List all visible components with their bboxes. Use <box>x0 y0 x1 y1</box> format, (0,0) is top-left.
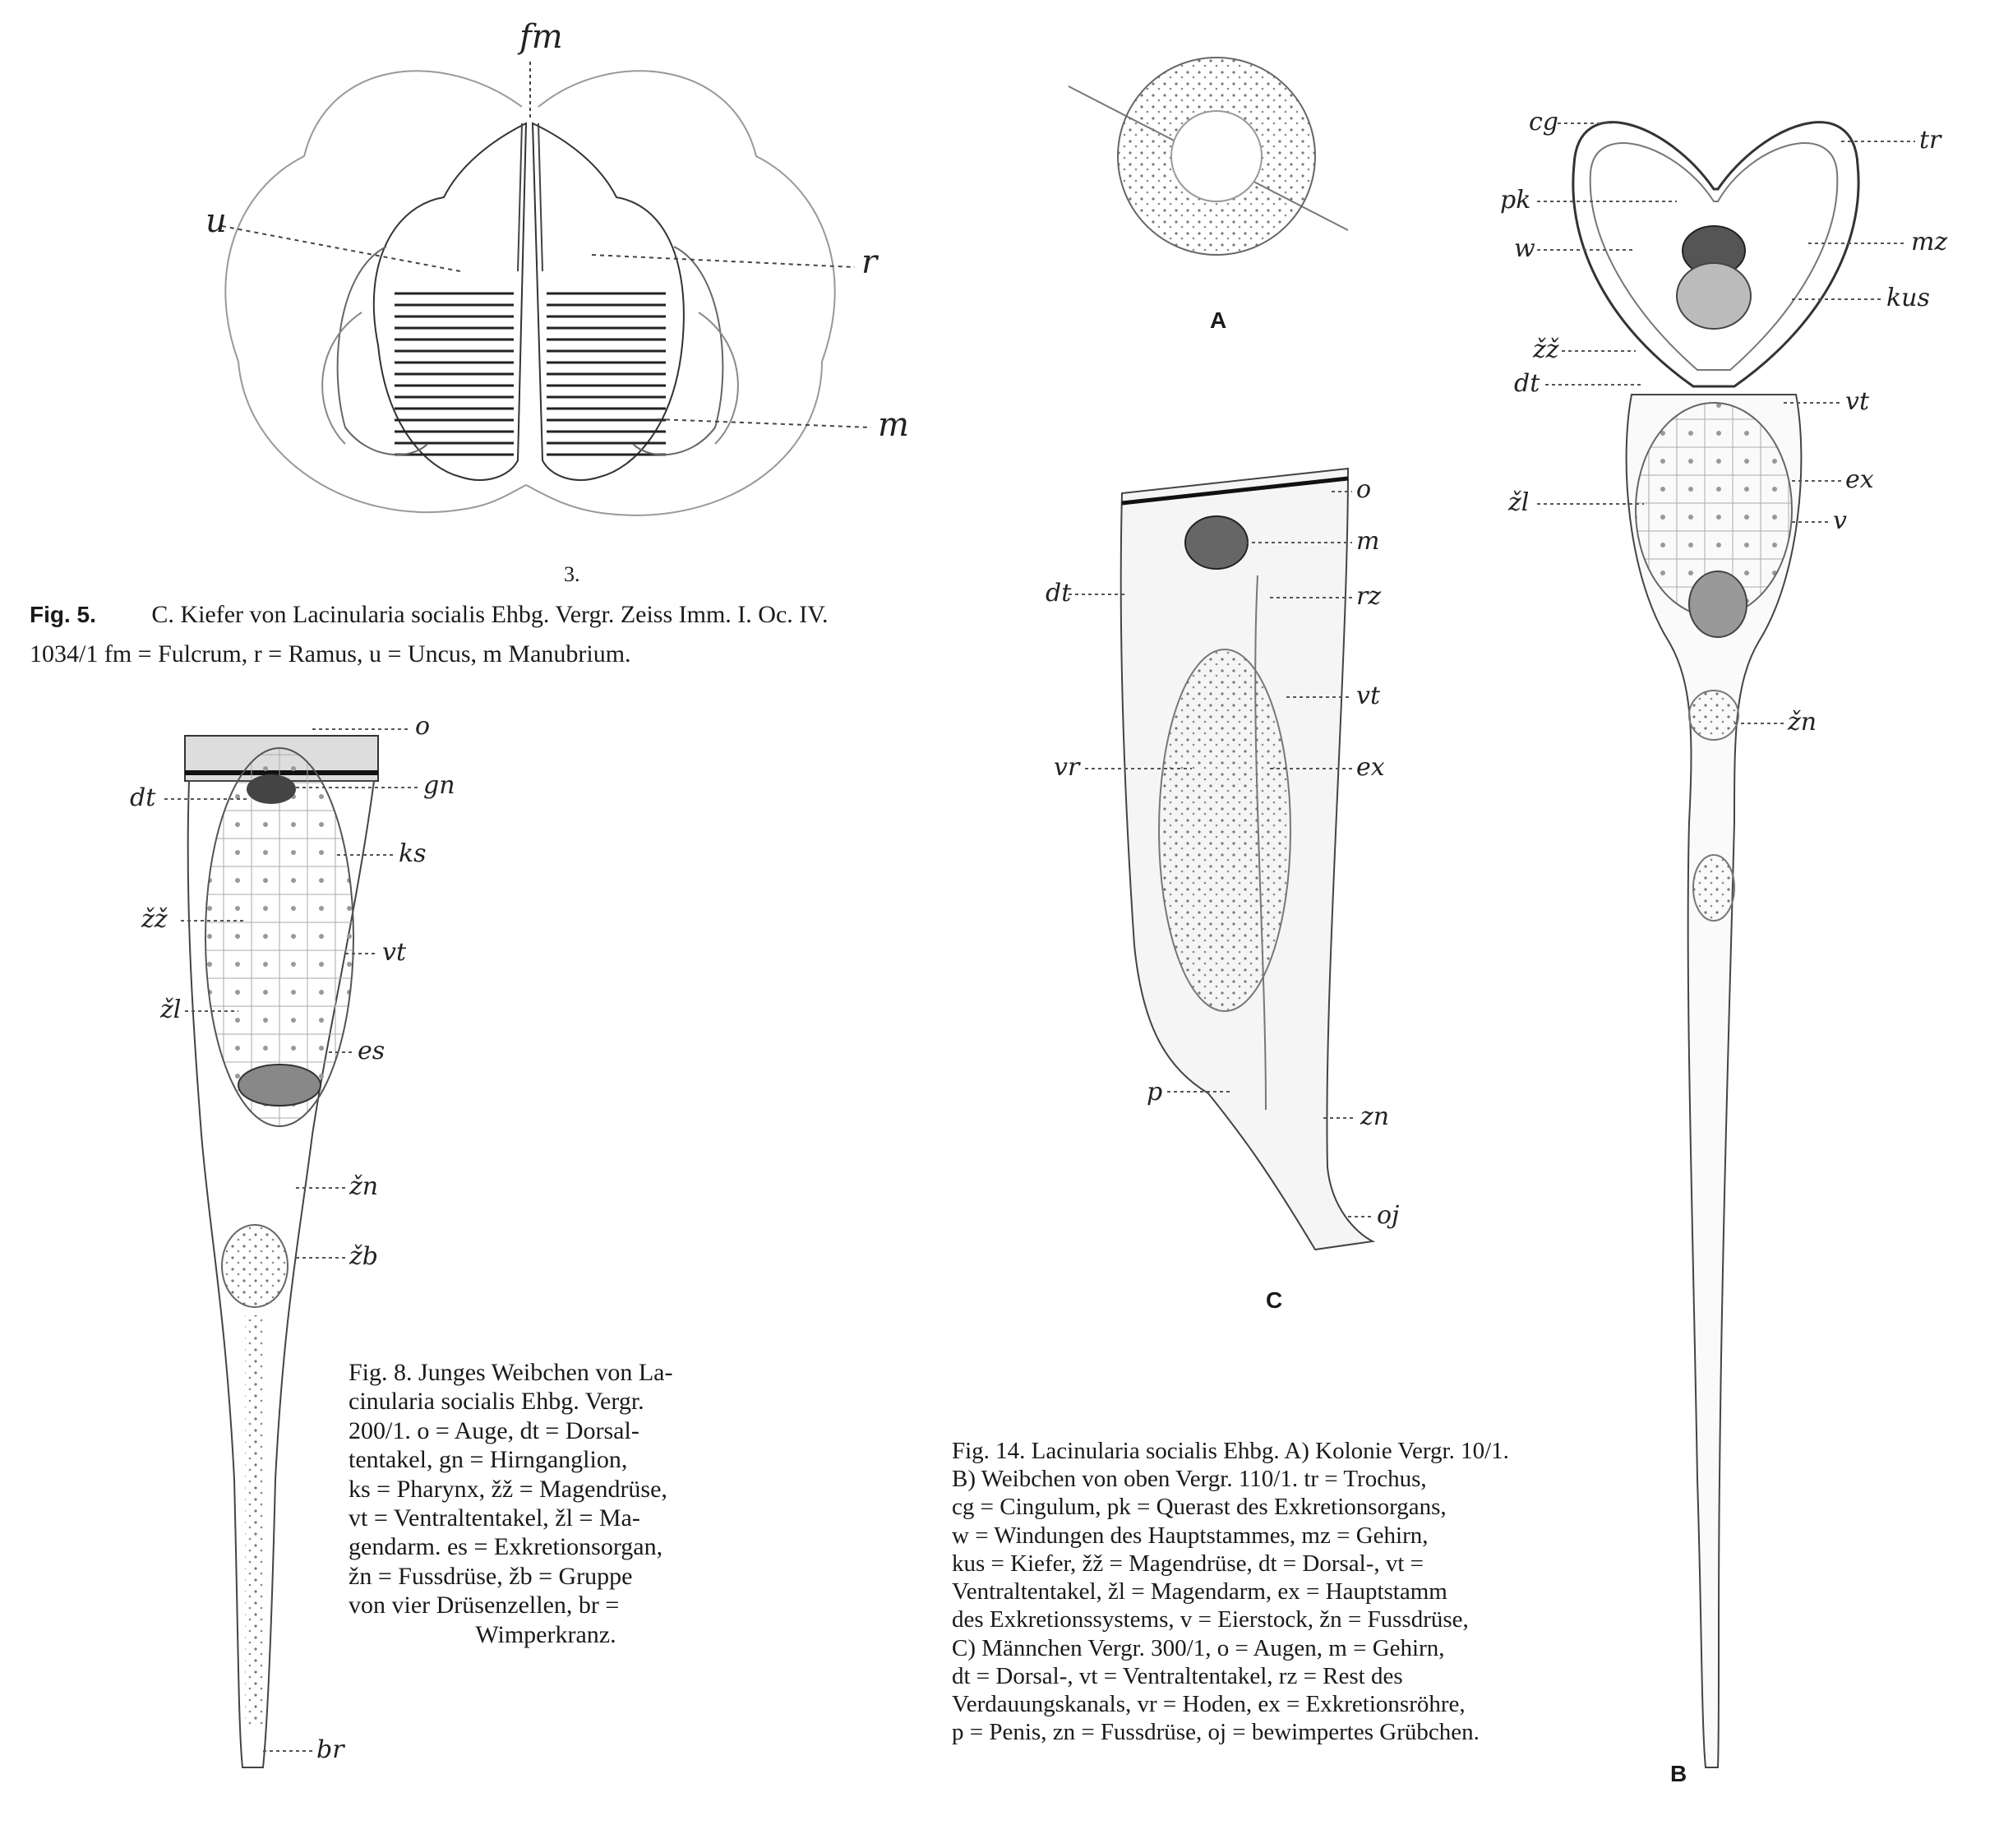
fig8-caption-line: von vier Drüsenzellen, br = <box>349 1592 620 1619</box>
fig8-label-gn: gn <box>423 771 455 800</box>
fig14c-label-ex: ex <box>1356 753 1385 782</box>
fig8-label-ks: ks <box>399 839 427 868</box>
fig8-label-zb: žb <box>349 1242 379 1271</box>
fig14-caption-line: p = Penis, zn = Fussdrüse, oj = bewimpertes Grübchen. <box>952 1719 1480 1746</box>
fig14-caption-line: dt = Dorsal-, vt = Ventraltentakel, rz = Rest des <box>952 1662 1403 1689</box>
fig14b-label-tr: tr <box>1919 126 1941 155</box>
fig14c-label-zn: zn <box>1360 1102 1390 1131</box>
fig14c-label-m: m <box>1356 527 1380 556</box>
fig14b-label-zz: žž <box>1533 335 1559 364</box>
fig14-caption <box>952 1437 1626 1746</box>
fig14b-label-dt: dt <box>1514 369 1540 398</box>
fig14-panel-b-label: B <box>1670 1761 1687 1786</box>
fig14b-label-w: w <box>1514 234 1535 263</box>
fig14c-label-p: p <box>1147 1078 1163 1106</box>
fig14b-label-v: v <box>1833 506 1847 535</box>
fig8-caption-line: 200/1. o = Auge, dt = Dorsal- <box>349 1416 639 1444</box>
fig8-label-zn: žn <box>349 1172 379 1201</box>
fig14-caption-line: Verdauungskanals, vr = Hoden, ex = Exkretionsröhre, <box>952 1690 1466 1717</box>
fig8-label-o: o <box>415 712 431 741</box>
fig8-caption-line: ks = Pharynx, žž = Magendrüse, <box>349 1475 667 1503</box>
fig14-caption-line: w = Windungen des Hauptstammes, mz = Gehirn, <box>952 1522 1429 1549</box>
fig14b-label-vt: vt <box>1845 387 1870 416</box>
fig8-label-br: br <box>316 1735 344 1764</box>
fig5-label-u: u <box>205 202 227 240</box>
fig14-caption-line: kus = Kiefer, žž = Magendrüse, dt = Dorsal-, vt = <box>952 1550 1424 1577</box>
fig14c-label-dt: dt <box>1046 579 1072 608</box>
fig14-caption-line: B) Weibchen von oben Vergr. 110/1. tr = Trochus, <box>952 1466 1427 1493</box>
fig8-label-dt: dt <box>130 783 156 812</box>
fig8-caption-line: gendarm. es = Exkretionsorgan, <box>349 1533 663 1561</box>
fig14b-label-kus: kus <box>1886 284 1930 312</box>
fig5-caption-title: Fig. 5. <box>30 602 96 627</box>
fig14c-label-vr: vr <box>1054 753 1080 782</box>
fig8-caption-line: Fig. 8. Junges Weibchen von La- <box>349 1359 673 1386</box>
fig8-caption-line: cinularia socialis Ehbg. Vergr. <box>349 1388 644 1416</box>
fig14-caption-line: des Exkretionssystems, v = Eierstock, žn = Fussdrüse, <box>952 1606 1469 1633</box>
fig14c-label-o: o <box>1356 475 1372 504</box>
fig14-male-drawing <box>1069 469 1373 1250</box>
fig14-caption-line: Ventraltentakel, žl = Magendarm, ex = Hauptstamm <box>952 1578 1447 1605</box>
fig14-caption-line: cg = Cingulum, pk = Querast des Exkretionsorgans, <box>952 1494 1447 1521</box>
fig8-caption-line: Wimperkranz. <box>475 1620 616 1648</box>
fig14b-label-ex: ex <box>1845 465 1874 494</box>
fig14b-label-zl: žl <box>1508 488 1530 517</box>
fig14b-label-cg: cg <box>1529 108 1559 136</box>
fig8-caption-line: vt = Ventraltentakel, žl = Ma- <box>349 1504 640 1532</box>
fig8-caption-line: žn = Fussdrüse, žb = Gruppe <box>349 1562 633 1590</box>
fig14-colony-drawing <box>1069 58 1348 255</box>
fig8-label-vt: vt <box>382 938 407 967</box>
fig14-caption-line: Fig. 14. Lacinularia socialis Ehbg. A) Kolonie Vergr. 10/1. <box>952 1438 1509 1464</box>
fig14b-label-zn: žn <box>1788 708 1817 737</box>
fig14-panel-c-label: C <box>1266 1287 1283 1313</box>
fig5-caption-line2: 1034/1 fm = Fulcrum, r = Ramus, u = Uncus, m Manubrium. <box>30 640 631 668</box>
fig8-caption <box>349 1358 743 1649</box>
fig14b-label-pk: pk <box>1500 186 1531 215</box>
fig14c-label-vt: vt <box>1356 681 1381 710</box>
fig5-label-fm: fm <box>519 18 563 56</box>
fig14-caption-line: C) Männchen Vergr. 300/1, o = Augen, m = Gehirn, <box>952 1634 1445 1661</box>
fig14c-label-rz: rz <box>1356 582 1382 611</box>
fig5-label-m: m <box>878 406 909 444</box>
fig5-scale-number: 3. <box>564 562 580 586</box>
fig14c-label-oj: oj <box>1377 1201 1400 1230</box>
fig5-caption-line1-text: C. Kiefer von Lacinularia socialis Ehbg. Vergr. Zeiss Imm. I. Oc. IV. <box>151 601 829 628</box>
fig5-jaw-drawing <box>222 62 871 515</box>
fig8-label-zz: žž <box>141 905 168 934</box>
fig14-panel-a-label: A <box>1210 307 1227 333</box>
fig8-label-zl: žl <box>160 996 182 1024</box>
fig14b-label-mz: mz <box>1911 228 1948 256</box>
fig5-caption-line1 <box>30 600 1016 629</box>
fig5-label-r: r <box>861 243 878 281</box>
fig8-label-es: es <box>358 1037 385 1065</box>
fig8-caption-line: tentakel, gn = Hirnganglion, <box>349 1446 628 1474</box>
